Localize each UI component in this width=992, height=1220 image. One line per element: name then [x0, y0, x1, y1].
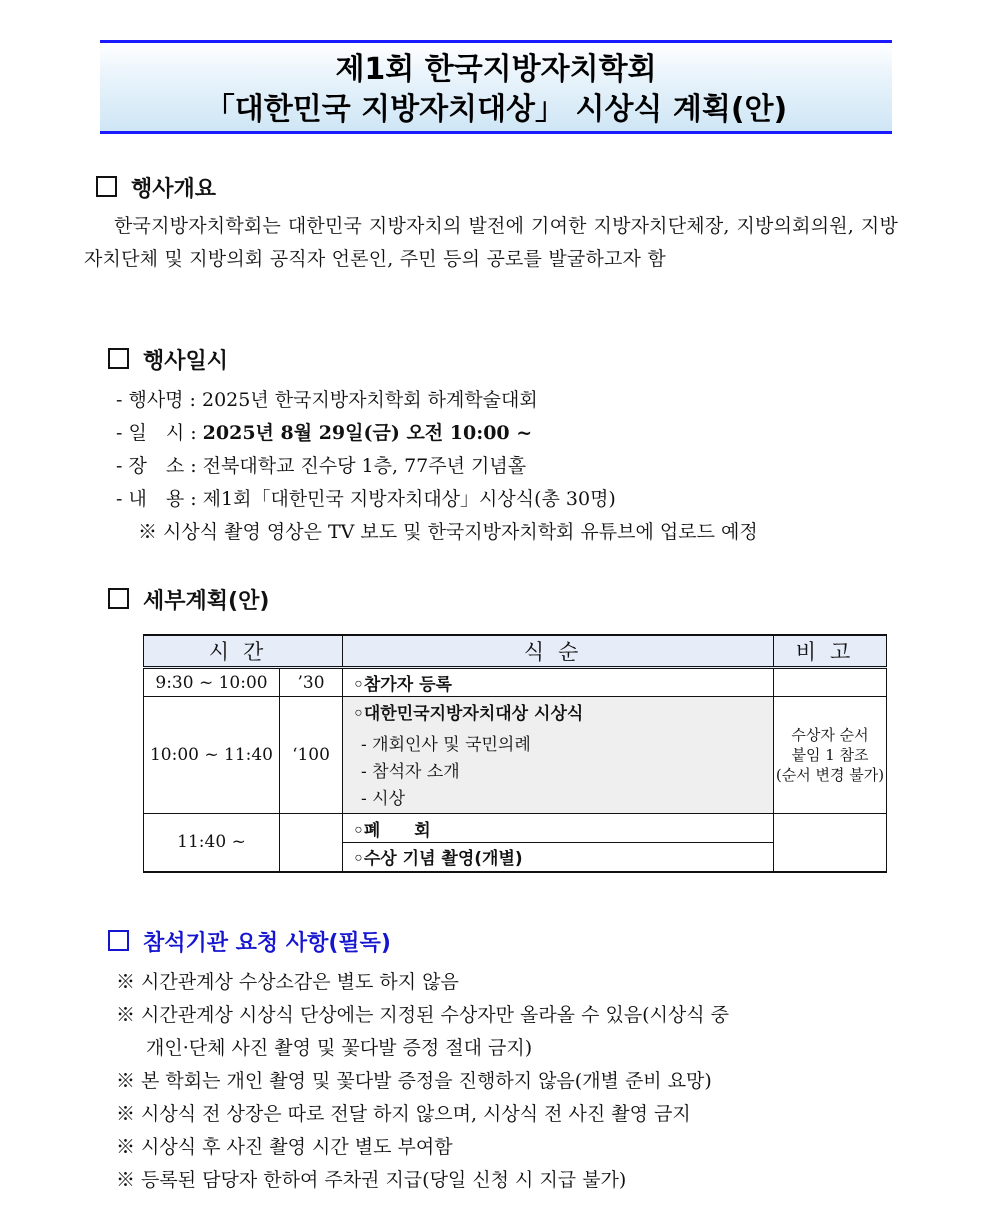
- header-remarks: 비고: [774, 635, 887, 668]
- header-time: 시간: [144, 635, 343, 668]
- row1-time: 9:30 ~ 10:00: [144, 668, 280, 697]
- row2-item: ◦대한민국지방자치대상 시상식: [353, 704, 584, 724]
- row2-sub-3: - 시상: [361, 789, 406, 809]
- checkbox-square-icon: [108, 588, 129, 609]
- row1-item: ◦참가자 등록: [343, 668, 774, 697]
- event-place: - 장 소 : 전북대학교 진수당 1층, 77주년 기념홀: [116, 455, 527, 477]
- request-item: ※ 등록된 담당자 한하여 주차권 지급(당일 신청 시 지급 불가): [116, 1169, 627, 1191]
- event-content: - 내 용 : 제1회「대한민국 지방자치대상」시상식(총 30명): [116, 488, 616, 510]
- title-line-2: 「대한민국 지방자치대상」 시상식 계획(안): [204, 92, 788, 127]
- remarks-line-3: (순서 변경 불가): [775, 766, 885, 784]
- table-row: [144, 697, 887, 814]
- overview-paragraph: 한국지방자치학회는 대한민국 지방자치의 발전에 기여한 지방자치단체장, 지방의회의원, 지방자치단체 및 지방의회 공직자 언론인, 주민 등의 공로를 발굴하고자 함: [84, 215, 898, 270]
- request-item: ※ 시상식 전 상장은 따로 전달 하지 않으며, 시상식 전 사진 촬영 금지: [116, 1103, 691, 1125]
- remarks-line-1: 수상자 순서: [791, 726, 869, 744]
- document-title: [100, 40, 892, 134]
- table-header-row: [144, 635, 887, 668]
- event-date-label: - 일 시 :: [116, 422, 203, 444]
- requests-heading-text: 참석기관 요청 사항(필독): [143, 931, 391, 956]
- section-requests-heading: [108, 926, 391, 957]
- row1-remarks: [774, 668, 887, 697]
- row2-remarks: [774, 697, 887, 814]
- row2-sub-1: - 개회인사 및 국민의례: [361, 735, 531, 755]
- row3-remarks: [774, 814, 887, 872]
- table-row: [144, 814, 887, 843]
- section-schedule-heading: [108, 344, 228, 375]
- event-info-list: [116, 384, 758, 549]
- row3-duration: [280, 814, 343, 872]
- event-name: - 행사명 : 2025년 한국지방자치학회 하계학술대회: [116, 389, 538, 411]
- row3-item-a: ◦폐 회: [343, 814, 774, 843]
- request-item: ※ 시간관계상 수상소감은 별도 하지 않음: [116, 971, 459, 993]
- section-overview-heading: [96, 172, 216, 203]
- title-line-1: 제1회 한국지방자치학회: [335, 52, 657, 87]
- row2-time: 10:00 ~ 11:40: [144, 697, 280, 814]
- request-item: ※ 본 학회는 개인 촬영 및 꽃다발 증정을 진행하지 않음(개별 준비 요망): [116, 1070, 712, 1092]
- event-note: ※ 시상식 촬영 영상은 TV 보도 및 한국지방자치학회 유튜브에 업로드 예정: [138, 521, 758, 543]
- row3-item-b: ◦수상 기념 촬영(개별): [343, 843, 774, 872]
- event-date-value: 2025년 8월 29일(금) 오전 10:00 ~: [202, 422, 533, 444]
- row3-time: 11:40 ~: [144, 814, 280, 872]
- request-item-continued: 개인·단체 사진 촬영 및 꽃다발 증정 절대 금지): [146, 1037, 533, 1059]
- checkbox-square-icon: [108, 930, 129, 951]
- row2-duration: ‘100: [280, 697, 343, 814]
- detail-heading-text: 세부계획(안): [143, 589, 270, 614]
- schedule-table: [143, 634, 887, 873]
- schedule-heading-text: 행사일시: [143, 349, 229, 374]
- requests-list: [116, 966, 729, 1197]
- table-row: [144, 668, 887, 697]
- row1-duration: ’30: [280, 668, 343, 697]
- row2-sub-2: - 참석자 소개: [361, 762, 460, 782]
- overview-heading-text: 행사개요: [131, 177, 217, 202]
- request-item: ※ 시간관계상 시상식 단상에는 지정된 수상자만 올라올 수 있음(시상식 중: [116, 1004, 730, 1026]
- header-program: 식순: [343, 635, 774, 668]
- request-item: ※ 시상식 후 사진 촬영 시간 별도 부여함: [116, 1136, 453, 1158]
- checkbox-square-icon: [108, 348, 129, 369]
- checkbox-square-icon: [96, 176, 117, 197]
- row2-item-cell: [343, 697, 774, 814]
- remarks-line-2: 붙임 1 참조: [791, 746, 869, 764]
- section-detail-heading: [108, 584, 269, 615]
- event-date: [116, 417, 758, 450]
